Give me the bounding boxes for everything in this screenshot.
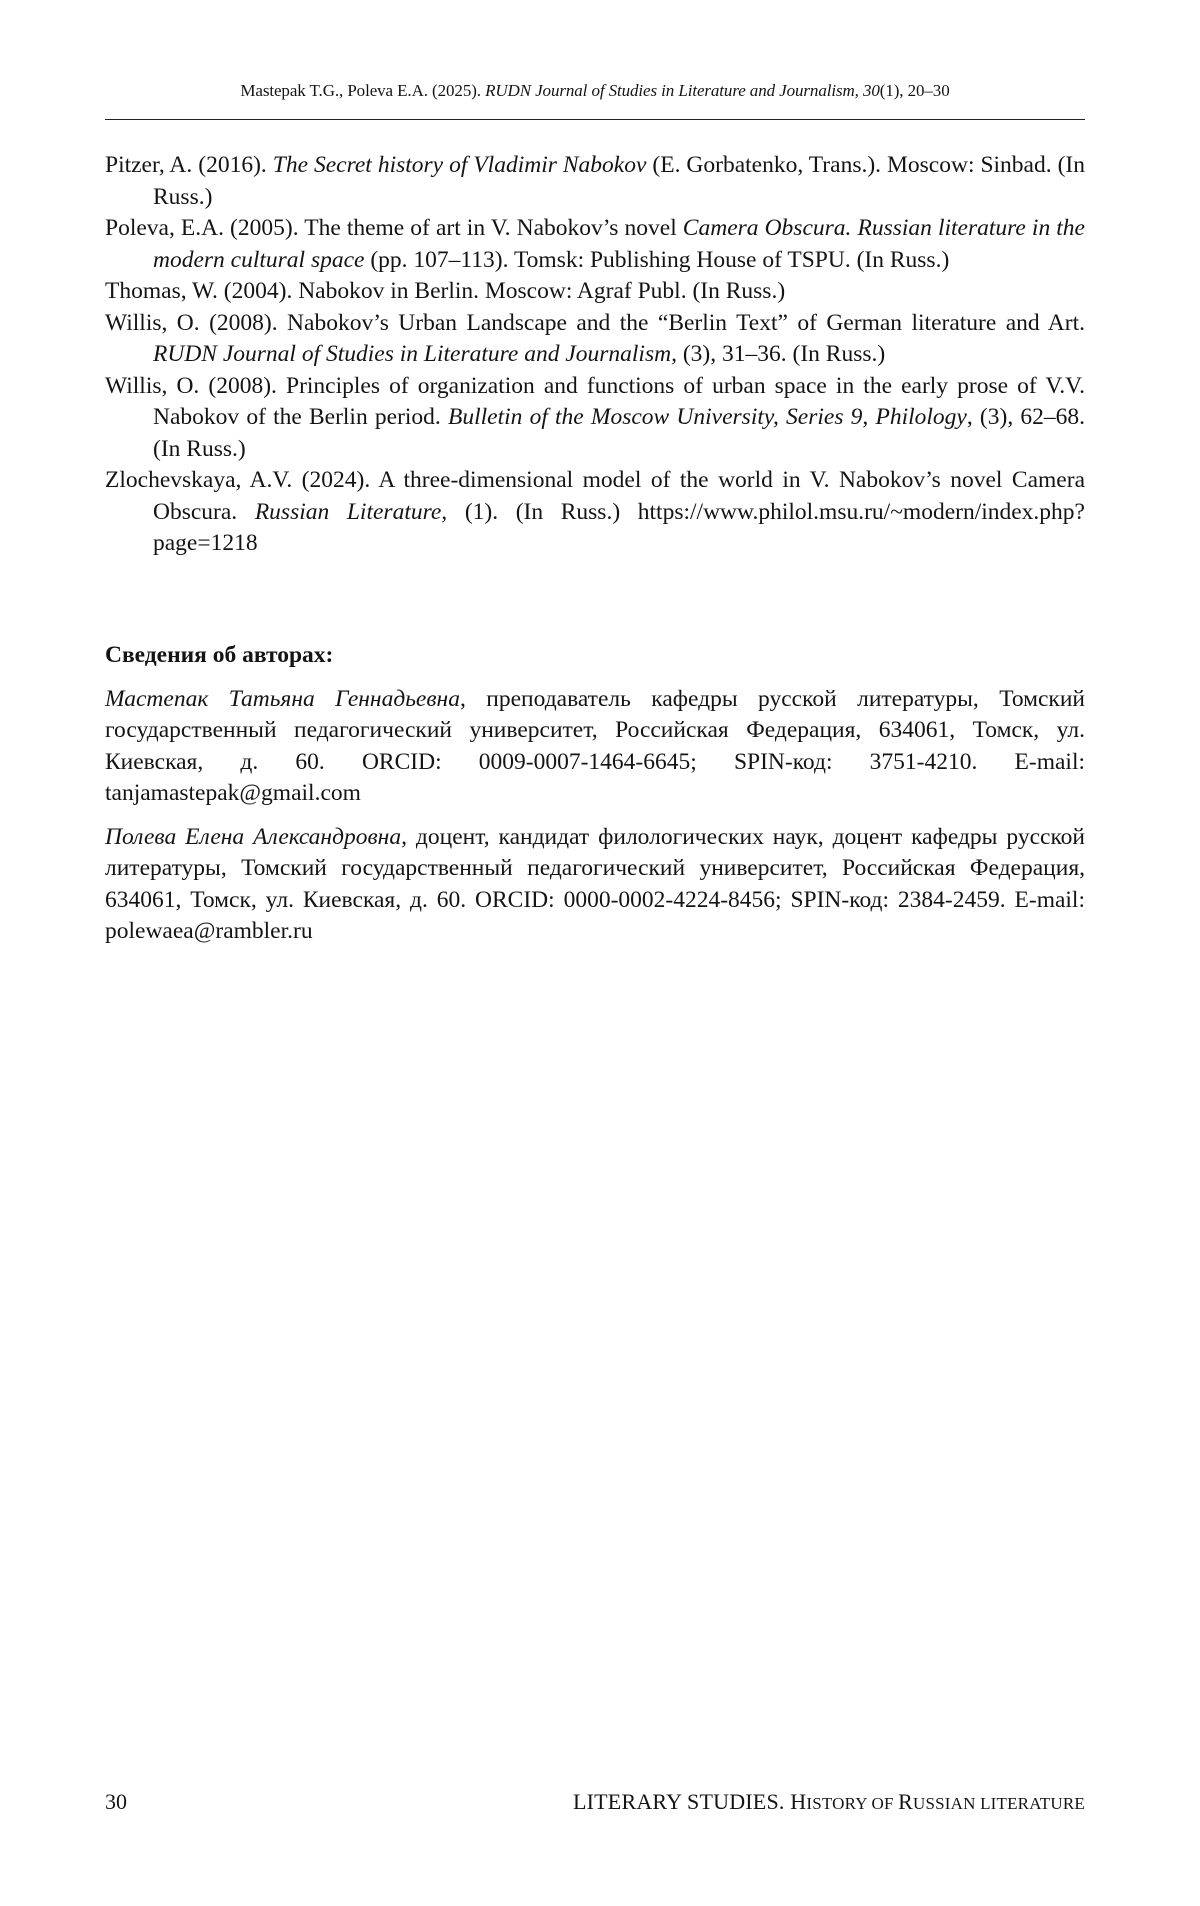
reference-item <box>105 276 1085 308</box>
reference-text: Zlochevskaya, A.V. (2024). A three-dimensional model of the world in V. Nabokov’s novel Camera Obscura. <box>105 467 1085 525</box>
reference-text: Willis, O. (2008). Nabokov’s Urban Landscape and the “Berlin Text” of German literature and Art. <box>105 309 1085 336</box>
author-info-heading: Сведения об авторах: <box>105 642 334 668</box>
reference-item <box>105 371 1085 466</box>
header-journal: RUDN Journal of Studies in Literature and Journalism, 30 <box>485 81 880 100</box>
reference-text: Willis, O. (2008). Principles of organization and functions of urban space in the early prose of V.V. Nabokov of the Berlin period. <box>105 372 1085 430</box>
reference-text-end: (pp. 107–113). Tomsk: Publishing House of TSPU. (In Russ.) <box>364 246 950 273</box>
reference-title: Bulletin of the Moscow University, Series 9, Philology <box>447 404 967 430</box>
reference-item <box>105 150 1085 213</box>
author-info-section <box>105 640 1085 960</box>
reference-item <box>105 465 1085 560</box>
reference-title: The Secret history of Vladimir Nabokov <box>272 152 647 178</box>
author-name: Мастепак Татьяна Геннадьевна <box>105 685 460 712</box>
author-entry <box>105 822 1085 948</box>
page-number: 30 <box>105 1789 127 1814</box>
reference-text: Thomas, W. (2004). Nabokov in Berlin. Moscow: Agraf Publ. (In Russ.) <box>105 278 786 304</box>
header-authors: Mastepak T.G., Poleva E.A. (2025). <box>240 81 486 100</box>
document-page <box>105 0 1085 1906</box>
header-issue-pages: (1), 20–30 <box>879 81 950 100</box>
author-details: доцент, кандидат филологических наук, доцент кафедры русской литературы, Томский государственный педагогический университет, Российская Федерация, 634061, Томск, ул. Киевская, д. 60. ORCID: 0000-0002-4224-8456; SPIN-код: 2384-2459. E-mail: polewaea@rambler.ru <box>105 823 1085 944</box>
reference-text-end: (E. Gorbatenko, Trans.). Moscow: Sinbad. (In Russ.) <box>153 152 1085 210</box>
section-title: LITERARY STUDIES. HISTORY OF RUSSIAN LITERATURE <box>573 1789 1085 1814</box>
reference-list <box>105 150 1085 560</box>
header-divider <box>105 119 1085 120</box>
reference-title: Russian Literature, <box>254 498 448 525</box>
running-header <box>105 81 1085 101</box>
reference-title: RUDN Journal of Studies in Literature and Journalism, <box>153 341 677 367</box>
author-entry <box>105 684 1085 810</box>
author-name: Полева Елена Александровна, <box>105 823 407 850</box>
reference-text-end: (1). (In Russ.) https://www.philol.msu.ru/~modern/index.php?page=1218 <box>153 498 1085 556</box>
reference-title: Camera Obscura. Russian literature in the modern cultural space <box>153 215 1085 273</box>
reference-item <box>105 308 1085 371</box>
reference-text: Pitzer, A. (2016). <box>105 152 273 178</box>
reference-item <box>105 213 1085 276</box>
author-details: , преподаватель кафедры русской литературы, Томский государственный педагогический университет, Российская Федерация, 634061, Томск, ул. Киевская, д. 60. ORCID: 0009-0007-1464-6645; SPIN-код: 3751-4210. E-mail: tanjamastepak@gmail.com <box>105 685 1085 806</box>
reference-text-end: (3), 31–36. (In Russ.) <box>676 341 886 367</box>
reference-text-end: , (3), 62–68. (In Russ.) <box>153 404 1085 462</box>
reference-text: Poleva, E.A. (2005). The theme of art in V. Nabokov’s novel <box>105 215 683 241</box>
